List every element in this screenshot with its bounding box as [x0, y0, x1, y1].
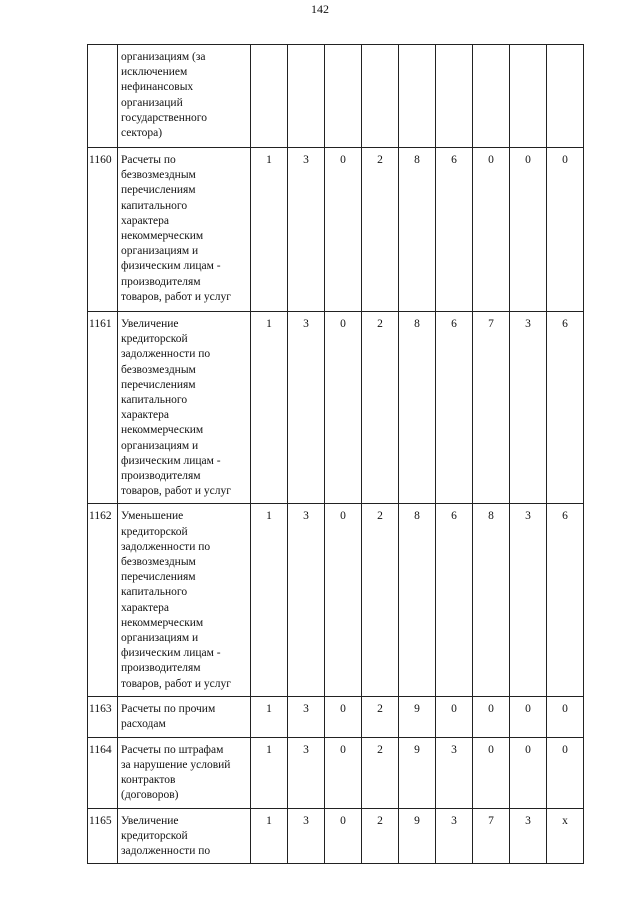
row-code: [88, 45, 118, 148]
row-value-cell: [288, 45, 325, 148]
row-value-cell: 0: [473, 696, 510, 737]
row-value-cell: 0: [547, 737, 584, 808]
row-code: 1161: [88, 312, 118, 504]
table-row: [88, 312, 584, 504]
table-row: [88, 148, 584, 312]
row-value-cell: 3: [288, 312, 325, 504]
table-row: [88, 696, 584, 737]
row-value-cell: 2: [362, 148, 399, 312]
row-description: Увеличение кредиторской задолженности по безвозмездным перечислениям капитального характера некоммерческим организациям и физическим лицам - производителям товаров, работ и услуг: [118, 312, 251, 504]
row-description: Увеличение кредиторской задолженности по: [118, 808, 251, 864]
row-value-cell: 7: [473, 808, 510, 864]
row-description: организациям (за исключением нефинансовых организаций государственного сектора): [118, 45, 251, 148]
row-value-cell: 0: [325, 737, 362, 808]
row-value-cell: 2: [362, 696, 399, 737]
row-value-cell: 1: [251, 696, 288, 737]
row-value-cell: 0: [325, 696, 362, 737]
row-value-cell: 3: [510, 312, 547, 504]
row-value-cell: 0: [510, 148, 547, 312]
row-value-cell: 0: [547, 148, 584, 312]
row-description: Расчеты по безвозмездным перечислениям капитального характера некоммерческим организациям и физическим лицам - производителям товаров, работ и услуг: [118, 148, 251, 312]
row-value-cell: 7: [473, 312, 510, 504]
row-value-cell: 1: [251, 504, 288, 696]
row-value-cell: 9: [399, 737, 436, 808]
row-code: 1160: [88, 148, 118, 312]
row-value-cell: [510, 45, 547, 148]
row-value-cell: 6: [547, 312, 584, 504]
row-value-cell: 2: [362, 737, 399, 808]
row-value-cell: 2: [362, 312, 399, 504]
row-code: 1165: [88, 808, 118, 864]
row-value-cell: 9: [399, 808, 436, 864]
table-row: [88, 504, 584, 696]
row-value-cell: 1: [251, 737, 288, 808]
row-value-cell: [251, 45, 288, 148]
row-value-cell: [399, 45, 436, 148]
row-description: Расчеты по прочим расходам: [118, 696, 251, 737]
row-value-cell: 1: [251, 312, 288, 504]
table-row: [88, 45, 584, 148]
row-value-cell: 8: [399, 312, 436, 504]
row-value-cell: 3: [288, 696, 325, 737]
row-value-cell: 2: [362, 504, 399, 696]
row-value-cell: 8: [399, 504, 436, 696]
row-value-cell: 6: [436, 148, 473, 312]
row-value-cell: 0: [510, 737, 547, 808]
table-row: [88, 737, 584, 808]
row-value-cell: [325, 45, 362, 148]
row-value-cell: 3: [436, 808, 473, 864]
row-code: 1162: [88, 504, 118, 696]
row-value-cell: 3: [436, 737, 473, 808]
row-value-cell: 3: [288, 808, 325, 864]
row-value-cell: 6: [436, 312, 473, 504]
row-value-cell: 0: [325, 808, 362, 864]
row-code: 1163: [88, 696, 118, 737]
row-value-cell: 0: [325, 504, 362, 696]
row-description: Уменьшение кредиторской задолженности по безвозмездным перечислениям капитального характера некоммерческим организациям и физическим лицам - производителям товаров, работ и услуг: [118, 504, 251, 696]
row-value-cell: 0: [325, 312, 362, 504]
row-value-cell: 6: [436, 504, 473, 696]
row-value-cell: 3: [288, 148, 325, 312]
row-value-cell: 8: [399, 148, 436, 312]
row-value-cell: 2: [362, 808, 399, 864]
page-number: 142: [311, 2, 329, 16]
table-row: [88, 808, 584, 864]
row-value-cell: 0: [473, 737, 510, 808]
row-value-cell: 0: [510, 696, 547, 737]
row-value-cell: [547, 45, 584, 148]
row-value-cell: [473, 45, 510, 148]
row-value-cell: 1: [251, 808, 288, 864]
row-value-cell: 8: [473, 504, 510, 696]
row-value-cell: 0: [325, 148, 362, 312]
table-body: [88, 45, 584, 864]
row-value-cell: [362, 45, 399, 148]
row-value-cell: 6: [547, 504, 584, 696]
row-value-cell: 0: [473, 148, 510, 312]
row-value-cell: 3: [288, 737, 325, 808]
document-table: [87, 44, 584, 864]
row-value-cell: 3: [288, 504, 325, 696]
row-value-cell: 1: [251, 148, 288, 312]
row-value-cell: 0: [436, 696, 473, 737]
row-value-cell: х: [547, 808, 584, 864]
row-value-cell: 0: [547, 696, 584, 737]
row-value-cell: 9: [399, 696, 436, 737]
row-code: 1164: [88, 737, 118, 808]
row-value-cell: 3: [510, 504, 547, 696]
row-description: Расчеты по штрафам за нарушение условий контрактов (договоров): [118, 737, 251, 808]
row-value-cell: [436, 45, 473, 148]
row-value-cell: 3: [510, 808, 547, 864]
